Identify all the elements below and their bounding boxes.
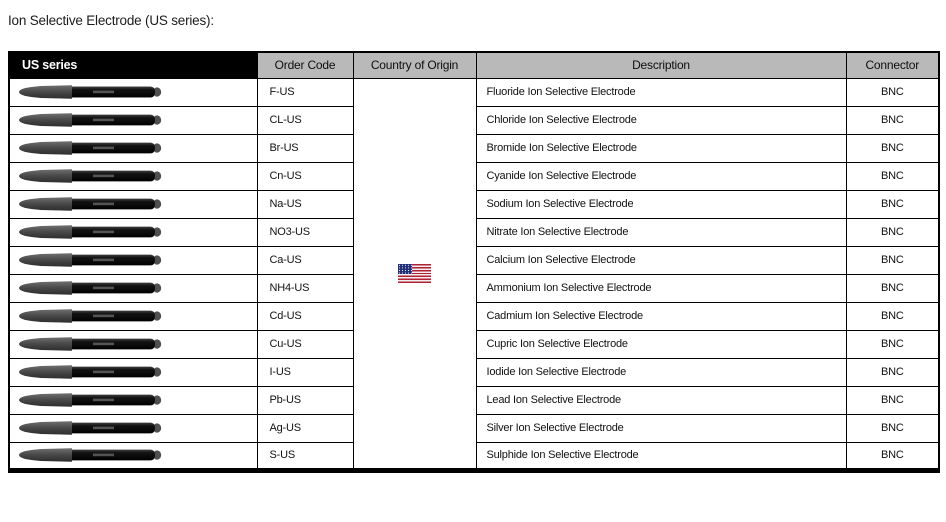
- table-row: [9, 78, 939, 106]
- electrode-image-cell: [9, 274, 257, 302]
- connector-cell: BNC: [846, 358, 939, 386]
- electrode-image-cell: [9, 246, 257, 274]
- connector-cell: BNC: [846, 414, 939, 442]
- description-cell: Cupric Ion Selective Electrode: [476, 330, 846, 358]
- connector-cell: BNC: [846, 134, 939, 162]
- electrode-pen-icon: [15, 84, 165, 100]
- connector-cell: BNC: [846, 106, 939, 134]
- electrode-image-cell: [9, 190, 257, 218]
- connector-cell: BNC: [846, 274, 939, 302]
- connector-cell: BNC: [846, 302, 939, 330]
- connector-cell: BNC: [846, 218, 939, 246]
- order-code-cell: Ag-US: [257, 414, 353, 442]
- connector-cell: BNC: [846, 386, 939, 414]
- electrode-pen-icon: [15, 447, 165, 463]
- order-code-cell: CL-US: [257, 106, 353, 134]
- electrode-pen-icon: [15, 364, 165, 380]
- electrode-image-cell: [9, 218, 257, 246]
- electrode-table: [8, 51, 940, 473]
- column-header-order-code: Order Code: [257, 52, 353, 78]
- description-cell: Ammonium Ion Selective Electrode: [476, 274, 846, 302]
- electrode-image-cell: [9, 330, 257, 358]
- order-code-cell: NO3-US: [257, 218, 353, 246]
- electrode-image-cell: [9, 302, 257, 330]
- order-code-cell: Na-US: [257, 190, 353, 218]
- order-code-cell: NH4-US: [257, 274, 353, 302]
- electrode-pen-icon: [15, 392, 165, 408]
- column-header-country: Country of Origin: [353, 52, 476, 78]
- connector-cell: BNC: [846, 330, 939, 358]
- electrode-pen-icon: [15, 168, 165, 184]
- electrode-image-cell: [9, 162, 257, 190]
- electrode-image-cell: [9, 134, 257, 162]
- electrode-image-cell: [9, 442, 257, 470]
- electrode-pen-icon: [15, 252, 165, 268]
- order-code-cell: Ca-US: [257, 246, 353, 274]
- description-cell: Sulphide Ion Selective Electrode: [476, 442, 846, 470]
- connector-cell: BNC: [846, 162, 939, 190]
- description-cell: Silver Ion Selective Electrode: [476, 414, 846, 442]
- connector-cell: BNC: [846, 190, 939, 218]
- order-code-cell: Cn-US: [257, 162, 353, 190]
- column-header-us-series: US series: [9, 52, 257, 78]
- description-cell: Nitrate Ion Selective Electrode: [476, 218, 846, 246]
- electrode-pen-icon: [15, 140, 165, 156]
- description-cell: Bromide Ion Selective Electrode: [476, 134, 846, 162]
- description-cell: Cyanide Ion Selective Electrode: [476, 162, 846, 190]
- order-code-cell: Cd-US: [257, 302, 353, 330]
- description-cell: Cadmium Ion Selective Electrode: [476, 302, 846, 330]
- electrode-pen-icon: [15, 420, 165, 436]
- order-code-cell: I-US: [257, 358, 353, 386]
- electrode-image-cell: [9, 358, 257, 386]
- electrode-pen-icon: [15, 112, 165, 128]
- us-flag-icon: [398, 264, 431, 283]
- electrode-image-cell: [9, 386, 257, 414]
- electrode-image-cell: [9, 414, 257, 442]
- electrode-image-cell: [9, 78, 257, 106]
- electrode-pen-icon: [15, 280, 165, 296]
- description-cell: Fluoride Ion Selective Electrode: [476, 78, 846, 106]
- table-body: [9, 78, 939, 470]
- electrode-pen-icon: [15, 224, 165, 240]
- order-code-cell: S-US: [257, 442, 353, 470]
- header-row: [9, 52, 939, 78]
- page-title: Ion Selective Electrode (US series):: [8, 13, 214, 28]
- order-code-cell: Cu-US: [257, 330, 353, 358]
- electrode-pen-icon: [15, 308, 165, 324]
- column-header-connector: Connector: [846, 52, 939, 78]
- order-code-cell: Pb-US: [257, 386, 353, 414]
- order-code-cell: F-US: [257, 78, 353, 106]
- description-cell: Calcium Ion Selective Electrode: [476, 246, 846, 274]
- country-of-origin-cell: [353, 78, 476, 470]
- description-cell: Iodide Ion Selective Electrode: [476, 358, 846, 386]
- connector-cell: BNC: [846, 442, 939, 470]
- column-header-description: Description: [476, 52, 846, 78]
- connector-cell: BNC: [846, 246, 939, 274]
- electrode-pen-icon: [15, 196, 165, 212]
- connector-cell: BNC: [846, 78, 939, 106]
- description-cell: Lead Ion Selective Electrode: [476, 386, 846, 414]
- description-cell: Chloride Ion Selective Electrode: [476, 106, 846, 134]
- description-cell: Sodium Ion Selective Electrode: [476, 190, 846, 218]
- electrode-pen-icon: [15, 336, 165, 352]
- order-code-cell: Br-US: [257, 134, 353, 162]
- electrode-image-cell: [9, 106, 257, 134]
